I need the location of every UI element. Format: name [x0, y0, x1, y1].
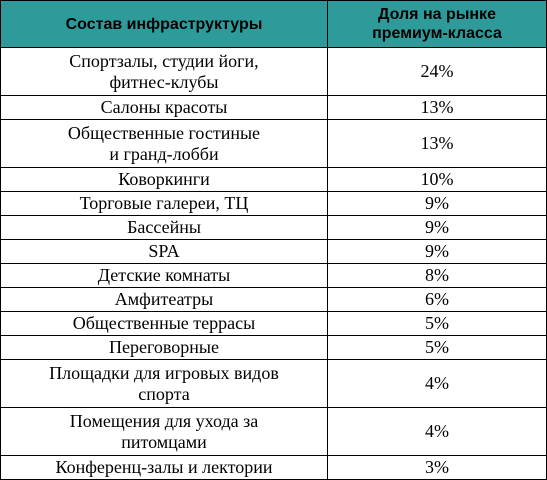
infrastructure-name-line: Бассейны — [127, 217, 201, 237]
market-share-cell: 6% — [328, 288, 547, 312]
header-infrastructure — [1, 1, 328, 48]
infrastructure-cell — [1, 312, 328, 336]
market-share-cell: 4% — [328, 360, 547, 408]
table-row — [1, 96, 547, 120]
infrastructure-name-line: Торговые галереи, ТЦ — [79, 193, 249, 213]
infrastructure-name-line: SPA — [148, 241, 180, 261]
table-row — [1, 48, 547, 96]
infrastructure-name-line: и гранд-лобби — [109, 143, 219, 164]
infrastructure-name-line: спорта — [138, 383, 190, 404]
table-row — [1, 240, 547, 264]
infrastructure-name-line: Конференц-залы и лектории — [55, 457, 273, 477]
header-market-share — [328, 1, 547, 48]
infrastructure-cell — [1, 96, 328, 120]
infrastructure-cell — [1, 168, 328, 192]
infrastructure-name-line: фитнес-клубы — [109, 71, 219, 92]
infrastructure-name-line: Амфитеатры — [114, 289, 214, 309]
market-share-cell: 8% — [328, 264, 547, 288]
table-header-row — [1, 1, 547, 48]
infrastructure-cell — [1, 48, 328, 96]
infrastructure-name-line: Переговорные — [108, 337, 219, 357]
header-market-share-line1: Доля на рынке — [378, 6, 496, 23]
market-share-cell: 5% — [328, 336, 547, 360]
market-share-cell: 9% — [328, 216, 547, 240]
infrastructure-cell — [1, 264, 328, 288]
infrastructure-name-line: Площадки для игровых видов — [49, 362, 279, 383]
market-share-cell: 13% — [328, 120, 547, 168]
market-share-cell: 4% — [328, 408, 547, 456]
infrastructure-name-line: Спортзалы, студии йоги, — [69, 50, 259, 71]
infrastructure-cell — [1, 120, 328, 168]
infrastructure-name-line: Детские комнаты — [97, 265, 231, 285]
infrastructure-cell — [1, 288, 328, 312]
market-share-cell: 9% — [328, 192, 547, 216]
market-share-cell: 13% — [328, 96, 547, 120]
market-share-cell: 24% — [328, 48, 547, 96]
market-share-cell: 10% — [328, 168, 547, 192]
infrastructure-cell — [1, 240, 328, 264]
table-body — [1, 48, 547, 480]
infrastructure-name-line: Коворкинги — [118, 169, 210, 189]
infrastructure-cell — [1, 336, 328, 360]
table-row — [1, 264, 547, 288]
table-row — [1, 312, 547, 336]
infrastructure-cell — [1, 360, 328, 408]
infrastructure-name-line: питомцами — [121, 431, 207, 452]
market-share-cell: 9% — [328, 240, 547, 264]
market-share-cell: 3% — [328, 456, 547, 480]
market-share-cell: 5% — [328, 312, 547, 336]
infrastructure-name-line: Общественные гостиные — [67, 122, 261, 143]
infrastructure-cell — [1, 216, 328, 240]
table-row — [1, 336, 547, 360]
table-row — [1, 168, 547, 192]
infrastructure-name-line: Салоны красоты — [100, 97, 228, 117]
header-infrastructure-label: Состав инфраструктуры — [65, 15, 263, 33]
table-row — [1, 360, 547, 408]
infrastructure-name-line: Общественные террасы — [72, 313, 256, 333]
header-market-share-line2: премиум-класса — [372, 25, 502, 42]
table-row — [1, 288, 547, 312]
infrastructure-cell — [1, 408, 328, 456]
table-row — [1, 216, 547, 240]
infrastructure-name-line: Помещения для ухода за — [69, 410, 259, 431]
table-row — [1, 192, 547, 216]
table-row — [1, 120, 547, 168]
infrastructure-cell — [1, 192, 328, 216]
table-row — [1, 408, 547, 456]
